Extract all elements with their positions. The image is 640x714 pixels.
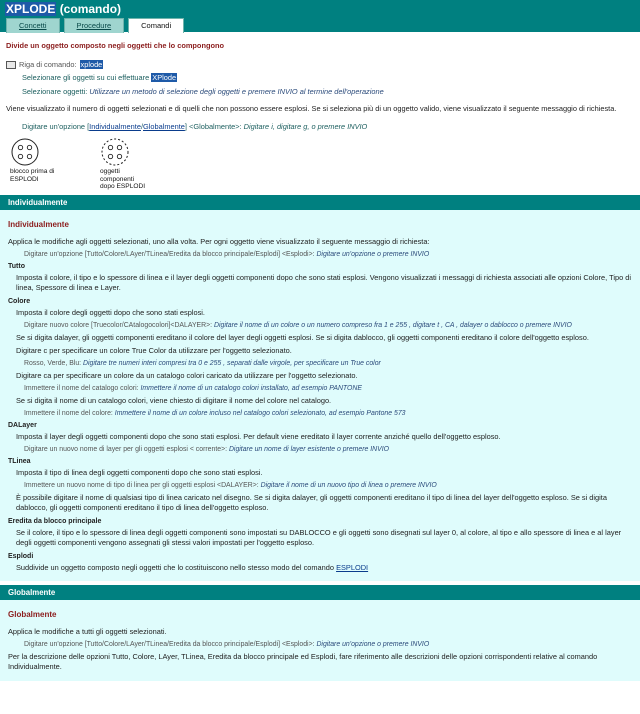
global-title: Globalmente (8, 610, 57, 620)
diagram-after (100, 137, 148, 191)
catalog-text: Digitare ca per specificare un colore da un catalogo colori caricato da utilizzare per l'oggetto selezionato. (16, 370, 358, 380)
objects-prompt (22, 87, 634, 96)
truecolor-text: Digitare c per specificare un colore True Color da utilizzare per l'oggetto selezionato. (16, 345, 292, 355)
individual-title: Individualmente (8, 219, 69, 229)
tlinea-prompt-text: Immettere un nuovo nome di tipo di linea per gli oggetti esplosi <DALAYER>: (24, 481, 259, 489)
colore-text: Imposta il colore degli oggetti dopo che sono stati esplosi. (16, 307, 205, 317)
catalog-name-text: Se si digita il nome di un catalogo colori, viene chiesto di digitare il nome del colore nel catalogo. (16, 395, 332, 405)
options-prompt (22, 122, 634, 131)
tlinea-text: Imposta il tipo di linea degli oggetti componenti dopo che sono stati esplosi. (16, 467, 263, 477)
truecolor-prompt-text: Rosso, Verde, Blu: (24, 359, 82, 367)
diagram-before-label: blocco prima di ESPLODI (10, 167, 55, 183)
tutto-label: Tutto (8, 262, 25, 270)
colore-prompt-hint: Digitare il nome di un colore o un numero compreso fra 1 e 255 , digitare t , CA , dalayer o dablocco o premere INVIO (213, 321, 572, 329)
options-suffix: ] <Globalmente>: (184, 121, 242, 131)
individual-bar: Individualmente (0, 195, 640, 210)
select-prompt-value: XPlode (152, 73, 177, 82)
select-prompt (22, 73, 634, 82)
options-separator: / (140, 121, 143, 131)
tab-concetti[interactable]: Concetti (6, 18, 60, 33)
tab-bar (6, 18, 184, 33)
tlinea-note: È possibile digitare il nome di qualsiasi tipo di linea caricato nel disegno. Se si digita dalayer, gli oggetti componenti ereditano il tipo di linea del layer dell'oggetto esploso. Se si digita dablocco, gli oggetti componenti ereditano il tipo di linea dell'oggetto esploso. (16, 492, 607, 512)
dalayer-label: DALayer (8, 421, 37, 429)
catalog-prompt (24, 385, 632, 392)
global-prompt-text: Digitare un'opzione [Tutto/Colore/LAyer/TLinea/Eredita da blocco principale/Esplodi] <Esplodi>: (24, 641, 315, 649)
explode-diagram (10, 137, 634, 191)
header (0, 0, 640, 32)
catalog-name-prompt-text: Immettere il nome del colore: (24, 409, 113, 417)
individual-prompt-hint: Digitare un'opzione o premere INVIO (316, 250, 430, 258)
colore-bylayer: Se si digita dalayer, gli oggetti componenti ereditano il colore del layer degli oggetti esplosi. Se si digita dablocco, gli oggetti componenti ereditano il colore dell'oggetto esploso. (16, 332, 589, 342)
dalayer-prompt (24, 446, 632, 453)
command-description: Divide un oggetto composto negli oggetti che lo compongono (6, 41, 225, 50)
individual-section (0, 210, 640, 582)
options-prefix: Digitare un'opzione [ (22, 121, 90, 131)
catalog-prompt-text: Immettere il nome del catalogo colori: (24, 384, 139, 392)
esplodi-label: Esplodi (8, 552, 34, 560)
tlinea-prompt-hint: Digitare il nome di un nuovo tipo di linea o premere INVIO (260, 481, 437, 489)
objects-prompt-hint: Utilizzare un metodo di selezione degli oggetti e premere INVIO al termine dell'operazione (89, 87, 384, 96)
block-before-image (10, 137, 40, 167)
truecolor-prompt (24, 360, 632, 367)
global-note: Per la descrizione delle opzioni Tutto, Colore, LAyer, TLinea, Eredita da blocco principale ed Esplodi, fare riferimento alle descrizioni delle opzioni corrispondenti relative al comando Individualmente. (8, 652, 598, 672)
intro-content (0, 32, 640, 191)
eredita-text: Se il colore, il tipo e lo spessore di linea degli oggetti componenti sono impostati su DABLOCCO e gli oggetti sono disegnati sul layer 0, al colore, al tipo e allo spessore di linea e al layer degli oggetti componenti vengono assegnati gli stessi valori impostati per l'oggetto esploso. (16, 527, 622, 547)
link-globalmente[interactable]: Globalmente (143, 121, 185, 131)
esplodi-text: Suddivide un oggetto composto negli oggetti che lo costituiscono nello stesso modo del comando (16, 562, 334, 572)
individual-prompt (24, 251, 632, 258)
diagram-before (10, 137, 60, 191)
global-bar: Globalmente (0, 585, 640, 600)
truecolor-prompt-hint: Digitare tre numeri interi compresi tra 0 e 255 , separati dalle virgole, per specificare un True color (83, 359, 381, 367)
catalog-name-prompt (24, 410, 632, 417)
diagram-after-label: oggetti componenti dopo ESPLODI (100, 167, 146, 191)
intro-paragraph: Viene visualizzato il numero di oggetti selezionati e di quelli che non possono essere esplosi. Se si seleziona più di un oggetto valido, viene visualizzato il seguente messaggio di richiesta. (6, 104, 617, 113)
catalog-prompt-hint: Immettere il nome di un catalogo colori installato, ad esempio PANTONE (140, 384, 362, 392)
global-section (0, 600, 640, 681)
command-line (6, 60, 634, 69)
title-suffix: (comando) (59, 2, 122, 16)
individual-prompt-text: Digitare un'opzione [Tutto/Colore/LAyer/TLinea/Eredita da blocco principale/Esplodi] <Esplodi>: (24, 250, 315, 258)
individual-paragraph: Applica le modifiche agli oggetti selezionati, uno alla volta. Per ogni oggetto viene visualizzato il seguente messaggio di richiesta: (8, 236, 430, 246)
link-esplodi[interactable]: ESPLODI (336, 562, 369, 572)
tlinea-label: TLinea (8, 457, 31, 465)
eredita-label: Eredita da blocco principale (8, 517, 102, 525)
tab-procedure[interactable]: Procedure (64, 18, 125, 33)
dalayer-prompt-hint: Digitare un nome di layer esistente o premere INVIO (228, 445, 390, 453)
select-prompt-text: Selezionare gli oggetti su cui effettuare (22, 73, 150, 82)
tab-comandi[interactable]: Comandi (128, 18, 184, 33)
components-after-image (100, 137, 130, 167)
command-line-value: xplode (80, 60, 103, 69)
colore-prompt-text: Digitare nuovo colore [Truecolor/CAtalogocolori]<DALAYER>: (24, 321, 213, 329)
global-prompt (24, 641, 632, 648)
title-command: XPLODE (6, 2, 56, 16)
global-prompt-hint: Digitare un'opzione o premere INVIO (316, 641, 430, 649)
objects-prompt-text: Selezionare oggetti: (22, 87, 88, 96)
dalayer-prompt-text: Digitare un nuovo nome di layer per gli oggetti esplosi < corrente>: (24, 445, 228, 453)
colore-label: Colore (8, 297, 31, 305)
page-title (5, 2, 121, 16)
esplodi-row (16, 563, 632, 573)
command-line-label: Riga di comando: (19, 60, 77, 69)
global-paragraph: Applica le modifiche a tutti gli oggetti selezionati. (8, 627, 167, 637)
link-individualmente[interactable]: Individualmente (89, 121, 141, 131)
colore-prompt (24, 322, 632, 329)
command-line-icon (6, 61, 16, 69)
tutto-text: Imposta il colore, il tipo e lo spessore di linea e il layer degli oggetti componenti dopo che sono stati esplosi. Vengono visualizzati i messaggi di richiesta associati alle opzioni Colore, Tipo di linea, Spessore di linea e Layer. (16, 272, 631, 292)
catalog-name-prompt-hint: Immettere il nome di un colore incluso nel catalogo colori selezionato, ad esempio Pantone 573 (114, 409, 406, 417)
options-hint: Digitare i, digitare g, o premere INVIO (243, 121, 368, 131)
dalayer-text: Imposta il layer degli oggetti componenti dopo che sono stati esplosi. Per default viene ereditato il layer corrente anziché quello dell'oggetto esploso. (16, 431, 501, 441)
tlinea-prompt (24, 482, 632, 489)
